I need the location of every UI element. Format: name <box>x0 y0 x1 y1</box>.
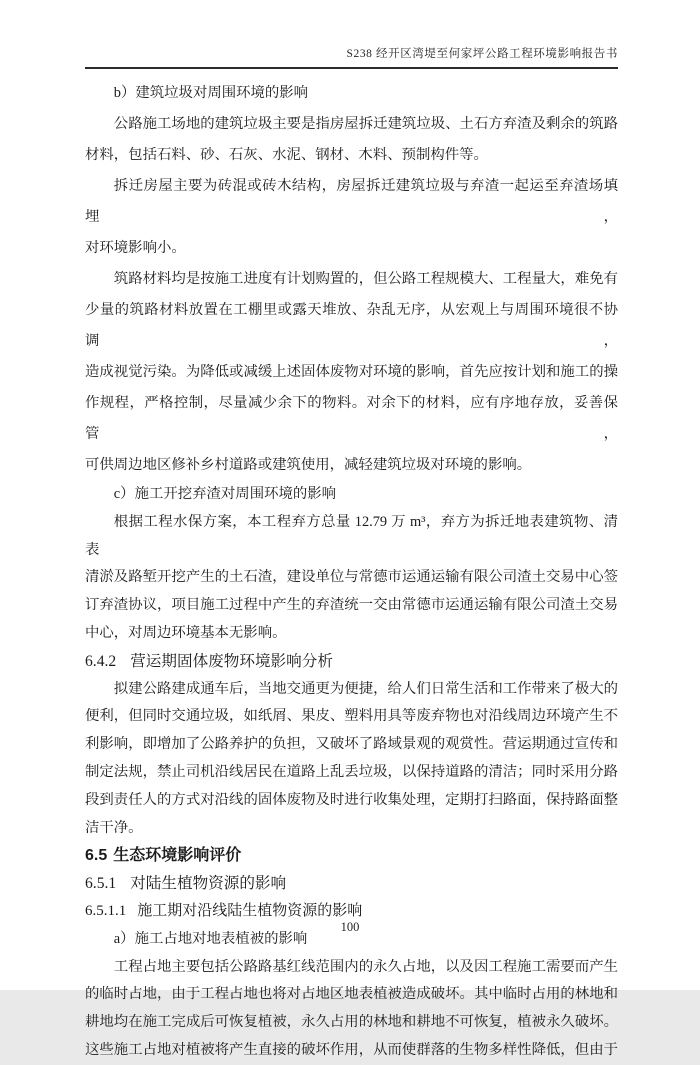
lettered-subheading: b）建筑垃圾对周围环境的影响 <box>113 85 309 101</box>
section-number: 6.5.1.1 <box>85 902 127 919</box>
paragraph-line: 的临时占地，由于工程占地也将对占地区地表植被造成破坏。其中临时占用的林地和 <box>85 986 618 1003</box>
lettered-subheading: a）施工占地对地表植被的影响 <box>113 930 308 947</box>
paragraph <box>85 509 618 648</box>
paragraph-line: 拆迁房屋主要为砖混或砖木结构，房屋拆迁建筑垃圾与弃渣一起运至弃渣场填埋， <box>85 178 618 225</box>
header-rule <box>85 67 618 69</box>
paragraph-line: 拟建公路建成通车后，当地交通更为便捷，给人们日常生活和工作带来了极大的 <box>113 680 618 697</box>
paragraph-line: 根据工程水保方案，本工程弃方总量 12.79 万 m³，弃方为拆迁地表建筑物、清表 <box>85 513 618 558</box>
section-heading <box>85 842 618 870</box>
lettered-subheading: c）施工开挖弃渣对周围环境的影响 <box>113 486 337 502</box>
paragraph-line: 耕地均在施工完成后可恢复植被，永久占用的林地和耕地不可恢复，植被永久破坏。 <box>85 1014 618 1031</box>
section-heading <box>85 648 618 676</box>
paragraph <box>85 109 618 171</box>
document-body <box>85 78 618 1065</box>
paragraph <box>85 264 618 481</box>
paragraph <box>85 954 618 1065</box>
paragraph-line: 中心，对周边环境基本无影响。 <box>85 624 287 641</box>
paragraph-line: 这些施工占地对植被将产生直接的破坏作用，从而使群落的生物多样性降低，但由于 <box>85 1041 618 1058</box>
paragraph-line: 便利，但同时交通垃圾，如纸屑、果皮、塑料用具等废弃物也对沿线周边环境产生不 <box>85 708 618 725</box>
running-header: S238 经开区湾堤至何家坪公路工程环境影响报告书 <box>346 48 618 60</box>
paragraph <box>85 171 618 264</box>
section-title: 对陆生植物资源的影响 <box>130 875 287 893</box>
paragraph-line: 清淤及路堑开挖产生的土石渣，建设单位与常德市运通运输有限公司渣土交易中心签 <box>85 569 618 586</box>
section-title: 营运期固体废物环境影响分析 <box>130 652 333 670</box>
paragraph-line: 筑路材料均是按施工进度有计划购置的，但公路工程规模大、工程量大，难免有 <box>113 271 618 287</box>
paragraph-line: 段到责任人的方式对沿线的固体废物及时进行收集处理，定期打扫路面，保持路面整 <box>85 791 618 808</box>
section-number: 6.4.2 <box>85 652 117 670</box>
paragraph-line: 对环境影响小。 <box>85 240 186 256</box>
page-number: 100 <box>340 920 360 934</box>
paragraph-line: 造成视觉污染。为降低或减缓上述固体废物对环境的影响，首先应按计划和施工的操 <box>85 364 618 380</box>
paragraph-line: 洁干净。 <box>85 819 143 836</box>
paragraph-line: 少量的筑路材料放置在工棚里或露天堆放、杂乱无序，从宏观上与周围环境很不协调， <box>85 302 618 349</box>
paragraph-line: 材料，包括石料、砂、石灰、水泥、钢材、木料、预制构件等。 <box>85 147 488 163</box>
paragraph-line: 作规程，严格控制，尽量减少余下的物料。对余下的材料，应有序地存放，妥善保管， <box>85 395 618 442</box>
paragraph-line: 利影响，即增加了公路养护的负担，又破坏了路域景观的观赏性。营运期通过宣传和 <box>85 736 618 753</box>
paragraph-line: 公路施工场地的建筑垃圾主要是指房屋拆迁建筑垃圾、土石方弃渣及剩余的筑路 <box>113 116 618 132</box>
paragraph-line: 制定法规，禁止司机沿线居民在道路上乱丢垃圾，以保持道路的清洁；同时采用分路 <box>85 763 618 780</box>
paragraph-line: 订弃渣协议，项目施工过程中产生的弃渣统一交由常德市运通运输有限公司渣土交易 <box>85 597 618 614</box>
section-heading <box>85 870 618 898</box>
section-number: 6.5.1 <box>85 875 117 893</box>
paragraph-line: 可供周边地区修补乡村道路或建筑使用，减轻建筑垃圾对环境的影响。 <box>85 457 532 473</box>
section-title: 施工期对沿线陆生植物资源的影响 <box>137 902 363 919</box>
paragraph-line: 工程占地主要包括公路路基红线范围内的永久占地，以及因工程施工需要而产生 <box>113 958 618 975</box>
paragraph <box>85 676 618 843</box>
section-number: 6.5 <box>85 847 108 865</box>
section-title: 生态环境影响评价 <box>113 847 242 865</box>
